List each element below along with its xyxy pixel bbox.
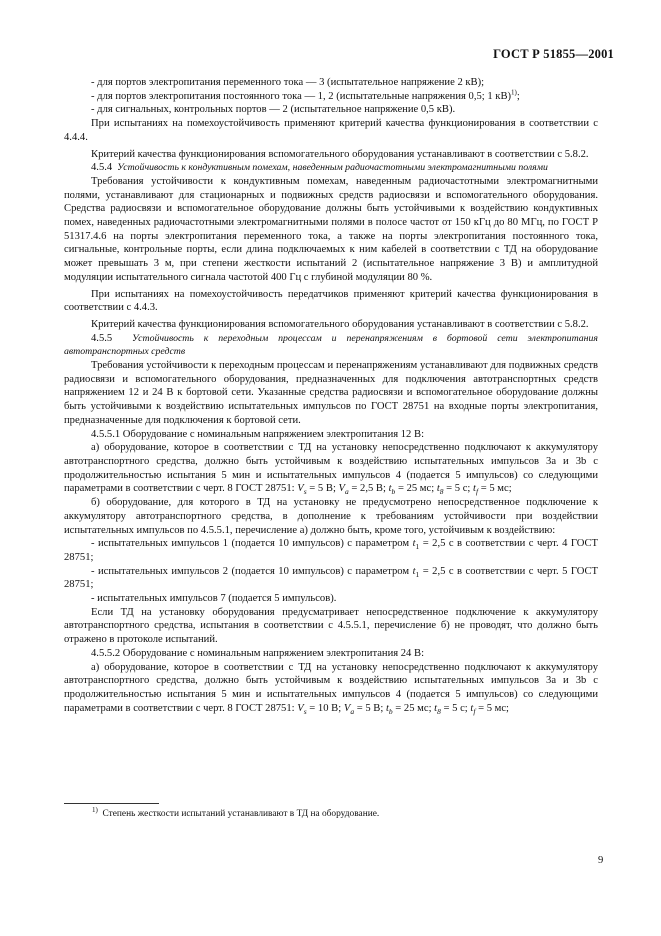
paragraph: Требования устойчивости к переходным процессам и перенапряжениям устанавливают для подвижных средств радиосвязи и вспомогательного оборудования, предназначенных для подключения автотранспортных средств напряжением 12 и 24 В к бортовой сети. Указанные средства радиосвязи и вспомогательное оборудование должны быть устойчивыми к воздействию испытательных импульсов по ГОСТ 28751 на входные порты электропитания, предназначенные для подключения к бортовой сети. (64, 360, 598, 426)
paragraph: Критерий качества функционирования вспомогательного оборудования устанавливают в соответствии с 5.8.2. (91, 318, 589, 330)
section-heading (64, 161, 598, 175)
section-heading (64, 332, 598, 359)
paragraph: 4.5.5.1 Оборудование с номинальным напряжением электропитания 12 В: (91, 428, 425, 440)
paragraph: - испытательных импульсов 7 (подается 5 импульсов). (91, 593, 337, 605)
paragraph: - для портов электропитания переменного тока — 3 (испытательное напряжение 2 кВ); (91, 77, 485, 88)
document-body (64, 76, 598, 715)
page-number: 9 (598, 855, 604, 866)
paragraph: Если ТД на установку оборудования предусматривает непосредственное подключение к аккумулятору автотранспортного средства, испытания в соответствии с 4.5.5.1, перечисление б) не проводят, что должно быть отражено в протоколе испытаний. (64, 606, 598, 646)
paragraph: Требования устойчивости к кондуктивным помехам, наведенным радиочастотными электромагнитными полями, устанавливают для стационарных и подвижных средств радиосвязи и вспомогательного оборудования. Средства радиосвязи и вспомогательное оборудование должны быть устойчивыми к воздействию кондуктивных помех, наведенных радиочастотными электромагнитными полями в полосе частот от 150 кГц до 80 МГц, по ГОСТ Р 51317.4.6 на порты электропитания переменного тока, а также на порты электропитания постоянного тока, сигнальные, контрольные порты, если длина подключаемых к ним кабелей в соответствии с ТД на оборудование может превышать 3 м, при степени жесткости испытаний 2 (испытательное напряжение 3 В) и амплитудной модуляции испытательного сигнала частотой 400 Гц с глубиной модуляции 80 %. (64, 175, 598, 283)
footnote-text: Степень жесткости испытаний устанавливают в ТД на оборудование. (102, 809, 380, 819)
section-number: 4.5.5 (91, 332, 113, 344)
page-header: ГОСТ Р 51855—2001 (493, 47, 614, 61)
section-number: 4.5.4 (91, 162, 113, 174)
paragraph: а) оборудование, которое в соответствии с ТД на установку непосредственно подключают к аккумулятору автотранспортного средства, должно быть устойчивым к воздействию испытательных импульсов 3a и 3b с продолжительностью испытания 5 мин и испытательных импульсов 4 (подается 5 импульсов) со следующими параметрами в соответствии с черт. 8 ГОСТ 28751: $V_s = 10$ В; $V_a = 5$ В; $t_b = 25$ мс; $t_8 = 5$ с; $t_f = 5$ мс; (64, 661, 598, 716)
paragraph: - для портов электропитания постоянного тока — 1, 2 (испытательные напряжения 0,5; 1 кВ)$^{1)}$; (91, 88, 520, 102)
section-title: Устойчивость к кондуктивным помехам, наведенным радиочастотными электромагнитными полями (117, 162, 548, 174)
footnote-marker: 1) (92, 805, 98, 814)
paragraph: - для сигнальных, контрольных портов — 2 (испытательное напряжение 0,5 кВ). (91, 104, 456, 116)
footnote-divider (64, 803, 159, 804)
paragraph: б) оборудование, для которого в ТД на установку не предусмотрено непосредственное подключение к аккумулятору автотранспортного средства, в дополнение к требованиям устойчивости при воздействии испытательных импульсов по 4.5.5.1, перечисление а) должно быть, кроме того, устойчивым к воздействию: (64, 497, 598, 536)
paragraph: а) оборудование, которое в соответствии с ТД на установку непосредственно подключают к аккумулятору автотранспортного средства, должно быть устойчивым к воздействию испытательных импульсов 3a и 3b с продолжительностью испытания 5 мин и испытательных импульсов 4 (подается 5 импульсов) со следующими параметрами в соответствии с черт. 8 ГОСТ 28751: $V_s = 5$ В; $V_a = 2,5$ В; $t_b = 25$ мс; $t_8 = 5$ с; $t_f = 5$ мс; (64, 442, 598, 497)
footnote-marker: 1) (511, 88, 517, 97)
paragraph: - испытательных импульсов 1 (подается 10 импульсов) с параметром $t_1 = 2,5$ с в соответствии с черт. 4 ГОСТ 28751; (64, 538, 599, 563)
footnote (92, 805, 380, 819)
paragraph: При испытаниях на помехоустойчивость применяют критерий качества функционирования в соответствии с 4.4.4. (64, 118, 598, 143)
paragraph: 4.5.5.2 Оборудование с номинальным напряжением электропитания 24 В: (91, 647, 425, 659)
section-title: Устойчивость к переходным процессам и перенапряжениям в бортовой сети электропитания автотранспортных средств (64, 332, 598, 358)
paragraph: При испытаниях на помехоустойчивость передатчиков применяют критерий качества функционирования в соответствии с 4.4.3. (64, 288, 598, 314)
paragraph: Критерий качества функционирования вспомогательного оборудования устанавливают в соответствии с 5.8.2. (91, 148, 589, 160)
paragraph: - испытательных импульсов 2 (подается 10 импульсов) с параметром $t_1 = 2,5$ с в соответствии с черт. 5 ГОСТ 28751; (64, 565, 599, 591)
